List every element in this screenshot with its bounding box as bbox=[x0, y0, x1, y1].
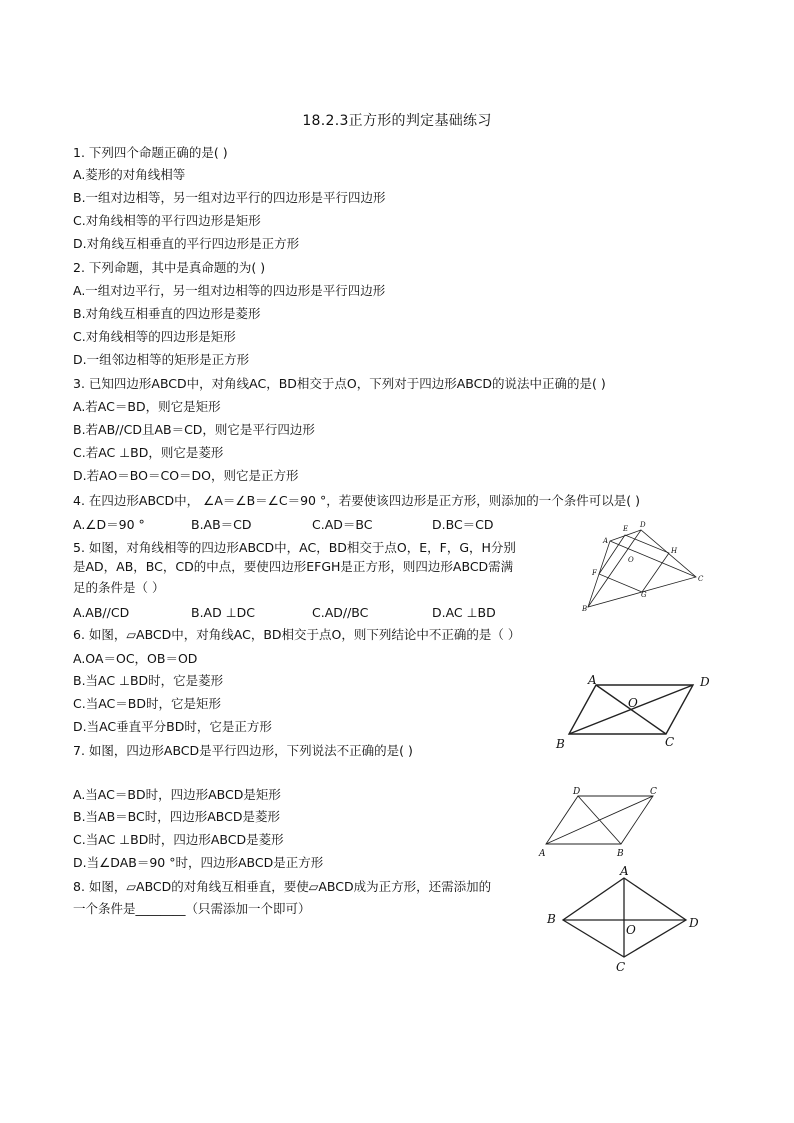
q2-option-c: C.对角线相等的四边形是矩形 bbox=[73, 329, 236, 344]
figure-q6-parallelogram bbox=[548, 668, 718, 752]
figure-q5-quadrilateral bbox=[575, 515, 715, 615]
q2-stem: 2. 下列命题，其中是真命题的为( ) bbox=[73, 260, 266, 275]
q5-option-b: B.AD ⊥DC bbox=[191, 605, 255, 620]
q8-stem-line-2: 一个条件是________（只需添加一个即可） bbox=[73, 901, 311, 916]
q4-option-c: C.AD＝BC bbox=[312, 517, 373, 532]
q5-stem-line-3: 足的条件是（ ） bbox=[73, 580, 165, 595]
q4-option-d: D.BC＝CD bbox=[432, 517, 494, 532]
q2-option-b: B.对角线互相垂直的四边形是菱形 bbox=[73, 306, 261, 321]
q4-options bbox=[73, 517, 553, 533]
q5-option-d: D.AC ⊥BD bbox=[432, 605, 496, 620]
q7-option-c: C.当AC ⊥BD时，四边形ABCD是菱形 bbox=[73, 832, 284, 847]
q5-stem-line-1: 5. 如图，对角线相等的四边形ABCD中，AC，BD相交于点O，E，F，G，H分别 bbox=[73, 540, 516, 555]
fig7-label-c: C bbox=[650, 787, 657, 797]
page-title: 18.2.3正方形的判定基础练习 bbox=[302, 113, 492, 129]
q7-stem: 7. 如图，四边形ABCD是平行四边形，下列说法不正确的是( ) bbox=[73, 743, 413, 758]
fig5-label-c: C bbox=[698, 575, 704, 583]
fig5-label-d: D bbox=[640, 521, 646, 529]
fig6-label-o: O bbox=[628, 696, 638, 710]
q5-option-c: C.AD//BC bbox=[312, 605, 369, 620]
figure-q7-parallelogram bbox=[535, 782, 665, 862]
fig5-label-a: A bbox=[603, 537, 609, 545]
fig8-label-o: O bbox=[626, 923, 636, 937]
fig5-label-h: H bbox=[671, 547, 678, 555]
q1-stem: 1. 下列四个命题正确的是( ) bbox=[73, 145, 228, 160]
q6-option-d: D.当AC垂直平分BD时，它是正方形 bbox=[73, 719, 272, 734]
q2-option-a: A.一组对边平行，另一组对边相等的四边形是平行四边形 bbox=[73, 283, 386, 298]
q6-option-b: B.当AC ⊥BD时，它是菱形 bbox=[73, 673, 224, 688]
fig8-label-a: A bbox=[620, 864, 629, 878]
q7-option-d: D.当∠DAB＝90 °时，四边形ABCD是正方形 bbox=[73, 855, 324, 870]
q3-option-b: B.若AB//CD且AB＝CD，则它是平行四边形 bbox=[73, 422, 315, 437]
q3-option-c: C.若AC ⊥BD，则它是菱形 bbox=[73, 445, 224, 460]
q5-option-a: A.AB//CD bbox=[73, 605, 130, 620]
fig7-label-a: A bbox=[539, 849, 546, 859]
q8-stem-line-1: 8. 如图，▱ABCD的对角线互相垂直，要使▱ABCD成为正方形，还需添加的 bbox=[73, 879, 492, 894]
fig6-label-d: D bbox=[700, 675, 710, 689]
q6-stem: 6. 如图，▱ABCD中，对角线AC，BD相交于点O，则下列结论中不正确的是（ ） bbox=[73, 627, 521, 642]
q6-option-a: A.OA＝OC，OB＝OD bbox=[73, 651, 198, 666]
fig5-label-b: B bbox=[582, 605, 588, 613]
fig5-label-o: O bbox=[628, 556, 634, 564]
fig7-label-b: B bbox=[617, 849, 624, 859]
fig5-label-e: E bbox=[623, 525, 629, 533]
fig8-label-b: B bbox=[547, 912, 556, 926]
q5-stem-line-2: 是AD，AB，BC，CD的中点，要使四边形EFGH是正方形，则四边形ABCD需满 bbox=[73, 559, 514, 574]
q7-option-a: A.当AC＝BD时，四边形ABCD是矩形 bbox=[73, 787, 281, 802]
q4-option-b: B.AB＝CD bbox=[191, 517, 252, 532]
q3-option-d: D.若AO＝BO＝CO＝DO，则它是正方形 bbox=[73, 468, 299, 483]
q6-option-c: C.当AC＝BD时，它是矩形 bbox=[73, 696, 221, 711]
fig5-label-g: G bbox=[641, 591, 647, 599]
fig6-label-c: C bbox=[665, 735, 675, 749]
q5-options bbox=[73, 605, 553, 621]
fig5-label-f: F bbox=[592, 569, 597, 577]
fig8-label-d: D bbox=[689, 916, 699, 930]
q3-stem: 3. 已知四边形ABCD中，对角线AC，BD相交于点O，下列对于四边形ABCD的说法中正确的是( ) bbox=[73, 376, 606, 391]
q4-stem: 4. 在四边形ABCD中， ∠A＝∠B＝∠C＝90 °，若要使该四边形是正方形，则添加的一个条件可以是( ) bbox=[73, 493, 640, 508]
q1-option-b: B.一组对边相等，另一组对边平行的四边形是平行四边形 bbox=[73, 190, 386, 205]
fig7-diagonal-bd bbox=[578, 796, 621, 844]
q3-option-a: A.若AC＝BD，则它是矩形 bbox=[73, 399, 221, 414]
fig6-label-b: B bbox=[556, 737, 565, 751]
fig8-label-c: C bbox=[616, 960, 626, 974]
q2-option-d: D.一组邻边相等的矩形是正方形 bbox=[73, 352, 250, 367]
q7-option-b: B.当AB＝BC时，四边形ABCD是菱形 bbox=[73, 809, 281, 824]
figure-q8-rhombus bbox=[540, 862, 712, 977]
fig7-label-d: D bbox=[573, 787, 581, 797]
q4-option-a: A.∠D＝90 ° bbox=[73, 517, 145, 532]
q1-option-d: D.对角线互相垂直的平行四边形是正方形 bbox=[73, 236, 300, 251]
q1-option-c: C.对角线相等的平行四边形是矩形 bbox=[73, 213, 261, 228]
fig6-label-a: A bbox=[588, 673, 597, 687]
q1-option-a: A.菱形的对角线相等 bbox=[73, 167, 186, 182]
